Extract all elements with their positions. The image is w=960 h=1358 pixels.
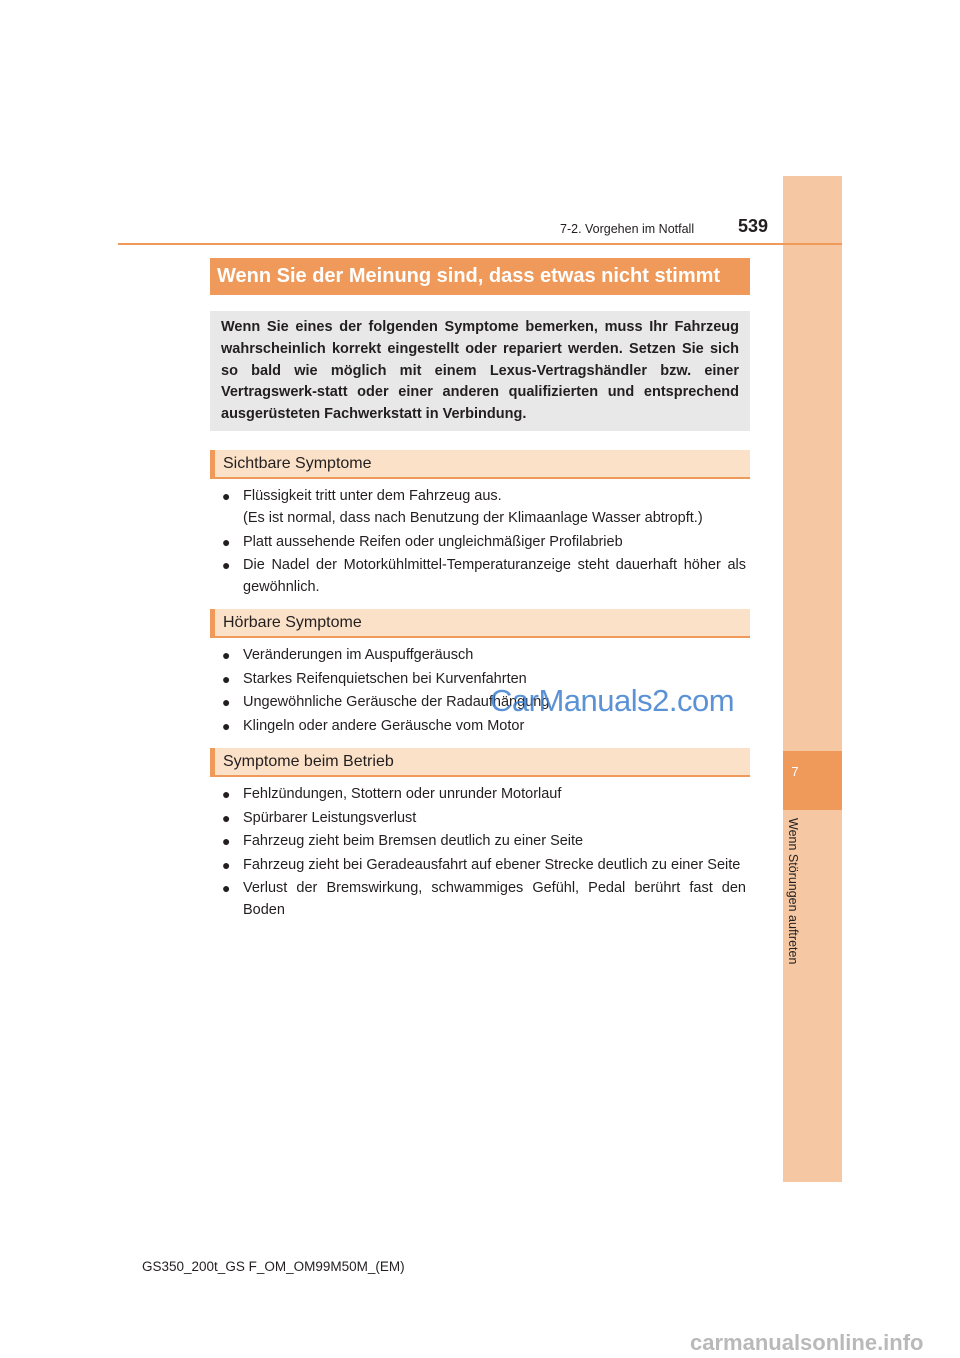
chapter-side-tab: [783, 176, 842, 1182]
list-item-text: Klingeln oder andere Geräusche vom Motor: [243, 717, 525, 734]
list-item: [222, 783, 746, 805]
list-item: [222, 554, 746, 598]
list-item-text: Platt aussehende Reifen oder ungleichmäßiger Profilabrieb: [243, 533, 623, 550]
list-item: [222, 830, 746, 852]
intro-text: Wenn Sie eines der folgenden Symptome bemerken, muss Ihr Fahrzeug wahrscheinlich korrekt eingestellt oder repariert werden. Setzen Sie sich so bald wie möglich mit einem Lexus-Vertragshändler bzw. einer Vertragswerk-statt oder einer anderen qualifizierten und entsprechend ausgerüsteten Fachwerkstatt in Verbindung.: [221, 319, 739, 423]
header-rule: [118, 243, 842, 245]
operation-symptoms-list: [222, 783, 746, 923]
bullet-icon: ●: [222, 809, 231, 826]
bullet-icon: ●: [222, 488, 231, 504]
bullet-icon: ●: [222, 670, 231, 687]
list-item-text: Veränderungen im Auspuffgeräusch: [243, 647, 474, 663]
page-number: 539: [738, 216, 769, 236]
bullet-icon: ●: [222, 694, 231, 710]
visible-symptoms-list: [222, 485, 746, 600]
watermark-logo: CarManuals2.com: [490, 683, 735, 718]
chapter-number: 7: [791, 764, 799, 779]
bottom-watermark: carmanualsonline.info: [690, 1330, 924, 1355]
page-title: Wenn Sie der Meinung sind, dass etwas nicht stimmt: [210, 258, 750, 295]
list-item-note: (Es ist normal, dass nach Benutzung der Klimaanlage Wasser abtropft.): [243, 510, 703, 526]
bullet-icon: ●: [222, 880, 231, 896]
list-item-text: Flüssigkeit tritt unter dem Fahrzeug aus.: [243, 488, 502, 504]
list-item: [222, 485, 746, 529]
bullet-icon: ●: [222, 717, 231, 734]
section-heading-visible-symptoms: Sichtbare Symptome: [210, 450, 750, 479]
list-item: [222, 807, 746, 829]
list-item-text: Die Nadel der Motorkühlmittel-Temperaturanzeige steht dauerhaft höher als gewöhnlich.: [243, 557, 746, 595]
footer-document-code: GS350_200t_GS F_OM_OM99M50M_(EM): [142, 1259, 405, 1274]
section-heading-operation-symptoms: Symptome beim Betrieb: [210, 748, 750, 777]
list-item-text: Fehlzündungen, Stottern oder unrunder Motorlauf: [243, 786, 562, 802]
list-item-text: Ungewöhnliche Geräusche der Radaufhängung: [243, 694, 550, 710]
bullet-icon: ●: [222, 647, 231, 663]
chapter-title-vertical: Wenn Störungen auftreten: [786, 818, 800, 965]
list-item: [222, 644, 746, 666]
list-item-text: Fahrzeug zieht beim Bremsen deutlich zu einer Seite: [243, 833, 584, 849]
intro-box: [210, 311, 750, 431]
list-item: [222, 531, 746, 553]
bullet-icon: ●: [222, 833, 231, 849]
header-section-label: 7-2. Vorgehen im Notfall: [560, 222, 695, 236]
chapter-number-box: [783, 751, 842, 810]
bullet-icon: ●: [222, 856, 231, 873]
bullet-icon: ●: [222, 557, 231, 573]
list-item-text: Fahrzeug zieht bei Geradeausfahrt auf ebener Strecke deutlich zu einer Seite: [243, 856, 741, 873]
bullet-icon: ●: [222, 786, 231, 802]
section-heading-audible-symptoms: Hörbare Symptome: [210, 609, 750, 638]
list-item-text: Starkes Reifenquietschen bei Kurvenfahrten: [243, 670, 527, 687]
list-item-text: Verlust der Bremswirkung, schwammiges Gefühl, Pedal berührt fast den Boden: [243, 880, 746, 918]
list-item: [222, 854, 746, 876]
bullet-icon: ●: [222, 533, 231, 550]
list-item-text: Spürbarer Leistungsverlust: [243, 809, 417, 826]
list-item: [222, 877, 746, 921]
